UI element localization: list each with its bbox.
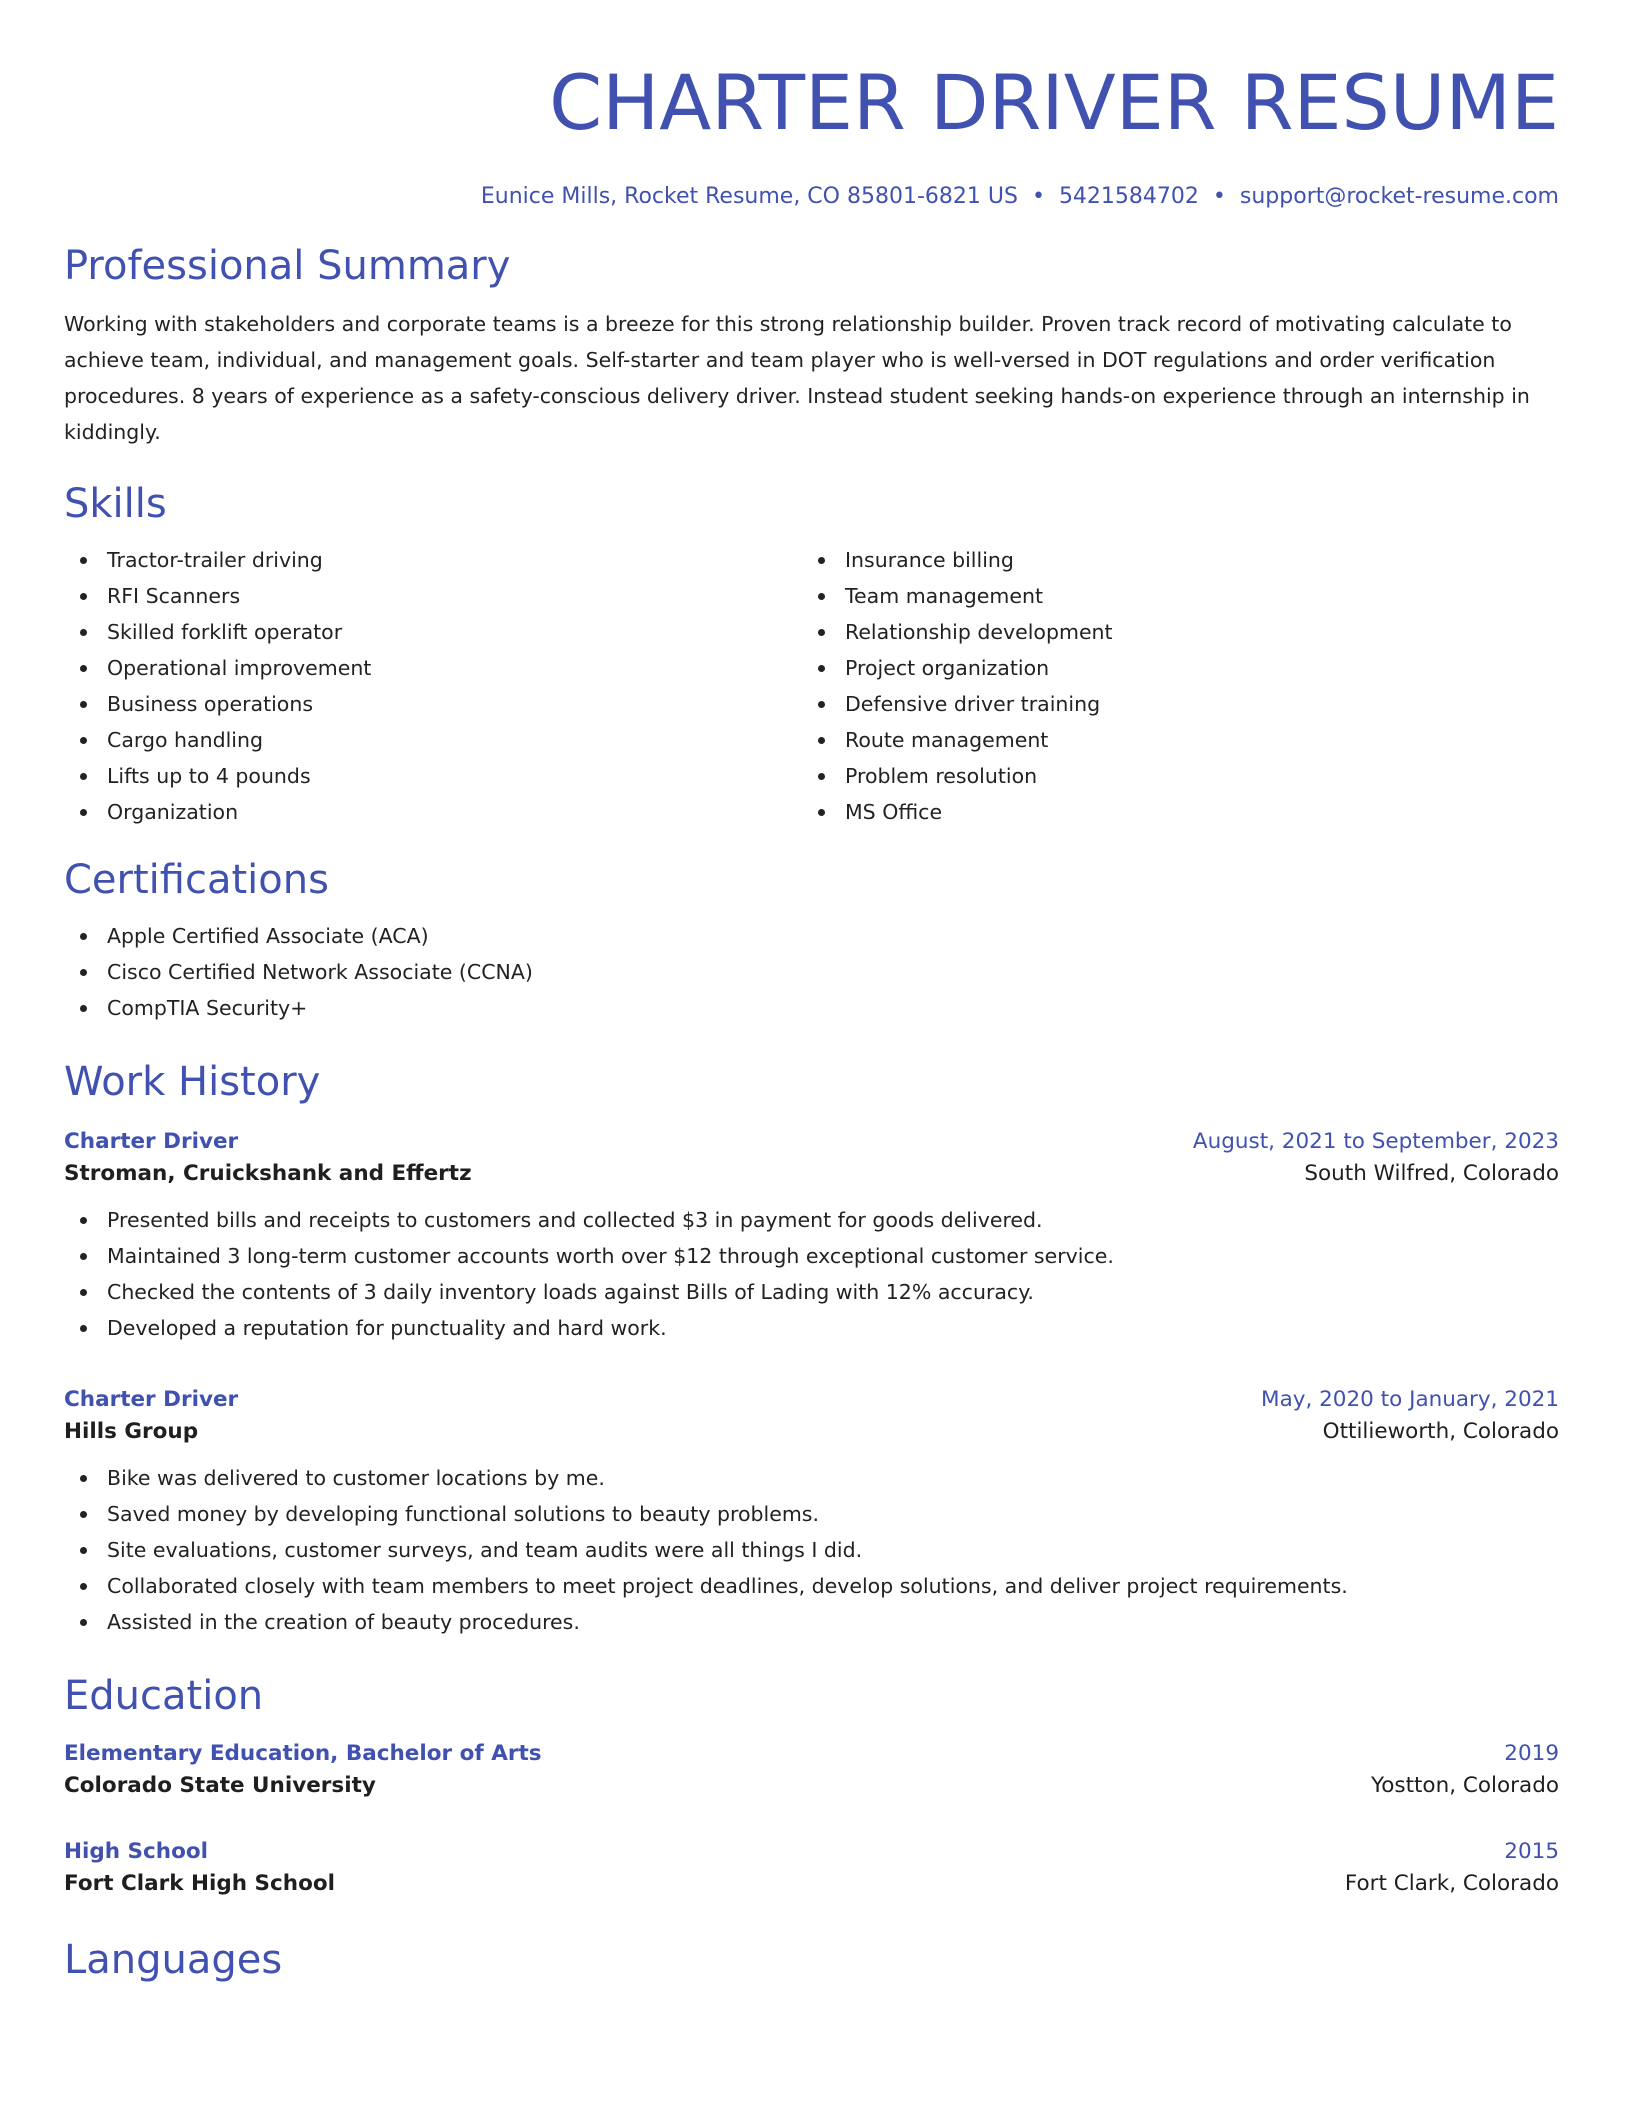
job-location: South Wilfred, Colorado	[1304, 1161, 1559, 1186]
job-company: Stroman, Cruickshank and Effertz	[64, 1161, 472, 1186]
job-dates: August, 2021 to September, 2023	[1192, 1129, 1559, 1154]
skills-grid	[64, 542, 1559, 830]
education-school-row	[64, 1868, 1559, 1900]
job-duty-item: Assisted in the creation of beauty procedures.	[64, 1604, 1559, 1640]
skill-item: Skilled forklift operator	[64, 614, 802, 650]
skill-item: RFI Scanners	[64, 578, 802, 614]
education-entry	[64, 1738, 1559, 1802]
languages-heading: Languages	[64, 1937, 283, 1983]
skill-item: Cargo handling	[64, 722, 802, 758]
education-year: 2015	[1504, 1839, 1559, 1864]
education-entry	[64, 1836, 1559, 1900]
job-duty-item: Maintained 3 long-term customer accounts worth over $12 through exceptional customer service.	[64, 1238, 1559, 1274]
education-year: 2019	[1504, 1741, 1559, 1766]
job-duty-item: Collaborated closely with team members to meet project deadlines, develop solutions, and deliver project requirements.	[64, 1568, 1559, 1604]
certification-item: CompTIA Security+	[64, 990, 1559, 1026]
skills-list-right	[802, 542, 1540, 830]
education-header-row	[64, 1836, 1559, 1868]
job-duty-item: Saved money by developing functional solutions to beauty problems.	[64, 1496, 1559, 1532]
job-dates: May, 2020 to January, 2021	[1261, 1387, 1559, 1412]
job-company-row	[64, 1158, 1559, 1190]
education-school: Colorado State University	[64, 1773, 376, 1798]
skill-item: Problem resolution	[802, 758, 1540, 794]
contact-phone[interactable]: 5421584702	[1058, 184, 1199, 209]
skills-list-left	[64, 542, 802, 830]
certification-item: Cisco Certified Network Associate (CCNA)	[64, 954, 1559, 990]
education-degree: High School	[64, 1839, 208, 1864]
skill-item: Operational improvement	[64, 650, 802, 686]
job-duty-item: Checked the contents of 3 daily inventory loads against Bills of Lading with 12% accuracy.	[64, 1274, 1559, 1310]
education-degree: Elementary Education, Bachelor of Arts	[64, 1741, 542, 1766]
education-header-row	[64, 1738, 1559, 1770]
job-entry	[64, 1126, 1559, 1346]
work-history-heading: Work History	[64, 1059, 321, 1105]
certification-item: Apple Certified Associate (ACA)	[64, 918, 1559, 954]
job-duties-list	[64, 1460, 1559, 1640]
job-duty-item: Presented bills and receipts to customers and collected $3 in payment for goods delivered.	[64, 1202, 1559, 1238]
job-duty-item: Site evaluations, customer surveys, and team audits were all things I did.	[64, 1532, 1559, 1568]
job-location: Ottilieworth, Colorado	[1322, 1419, 1559, 1444]
contact-separator: •	[1212, 184, 1226, 209]
contact-address: Eunice Mills, Rocket Resume, CO 85801-6821 US	[480, 184, 1018, 209]
job-title: Charter Driver	[64, 1387, 239, 1412]
skill-item: Route management	[802, 722, 1540, 758]
job-entry	[64, 1384, 1559, 1640]
education-school-row	[64, 1770, 1559, 1802]
skill-item: Organization	[64, 794, 802, 830]
contact-email[interactable]: support@rocket-resume.com	[1239, 184, 1559, 209]
job-company-row	[64, 1416, 1559, 1448]
summary-text: Working with stakeholders and corporate teams is a breeze for this strong relationship builder. Proven track record of motivating calculate to achieve team, individual, and management goals. Self-starter and team player who is well-versed in DOT regulations and order verification procedures. 8 years of experience as a safety-conscious delivery driver. Instead student seeking hands-on experience through an internship in kiddingly.	[64, 312, 1530, 444]
skill-item: Lifts up to 4 pounds	[64, 758, 802, 794]
education-location: Yostton, Colorado	[1370, 1773, 1559, 1798]
skill-item: Project organization	[802, 650, 1540, 686]
job-title: Charter Driver	[64, 1129, 239, 1154]
job-header-row	[64, 1384, 1559, 1416]
skill-item: Insurance billing	[802, 542, 1540, 578]
job-company: Hills Group	[64, 1419, 199, 1444]
skill-item: Relationship development	[802, 614, 1540, 650]
job-duty-item: Bike was delivered to customer locations by me.	[64, 1460, 1559, 1496]
education-heading: Education	[64, 1673, 264, 1719]
skill-item: MS Office	[802, 794, 1540, 830]
education-school: Fort Clark High School	[64, 1871, 335, 1896]
job-duties-list	[64, 1202, 1559, 1346]
resume-title: CHARTER DRIVER RESUME	[549, 58, 1559, 147]
contact-line	[64, 182, 1559, 212]
contact-separator: •	[1031, 184, 1045, 209]
skills-heading: Skills	[64, 481, 167, 527]
education-location: Fort Clark, Colorado	[1344, 1871, 1559, 1896]
resume-page	[64, 48, 1559, 1986]
certifications-list	[64, 918, 1559, 1026]
job-header-row	[64, 1126, 1559, 1158]
skill-item: Team management	[802, 578, 1540, 614]
certifications-heading: Certifications	[64, 857, 329, 903]
summary-heading: Professional Summary	[64, 243, 511, 289]
skill-item: Tractor-trailer driving	[64, 542, 802, 578]
skill-item: Defensive driver training	[802, 686, 1540, 722]
skill-item: Business operations	[64, 686, 802, 722]
job-duty-item: Developed a reputation for punctuality and hard work.	[64, 1310, 1559, 1346]
